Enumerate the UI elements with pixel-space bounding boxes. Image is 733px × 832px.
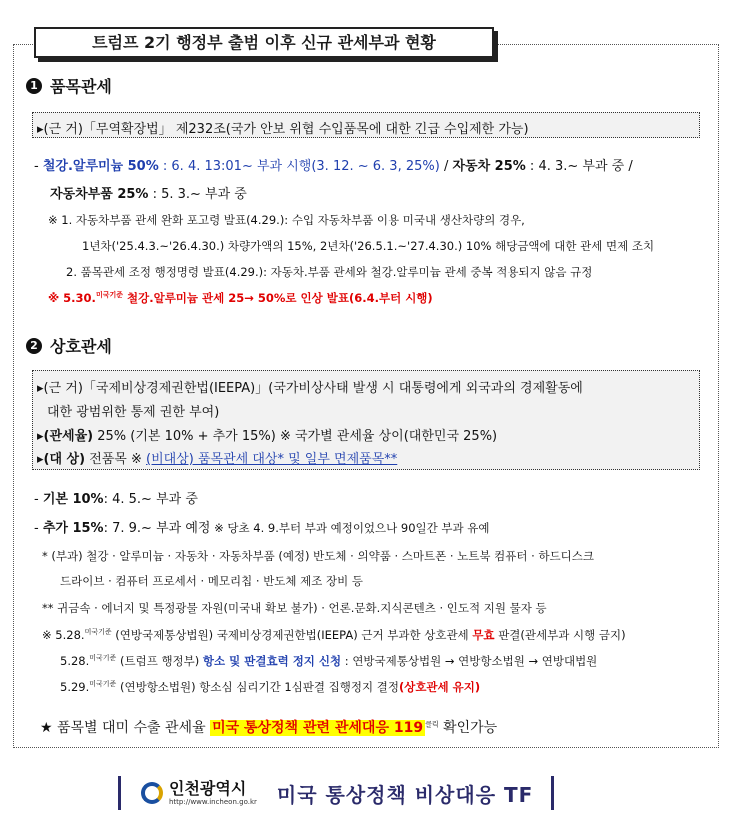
court-1-sup: 미국기준: [84, 628, 112, 637]
bottom-note: [40, 717, 497, 737]
footnote-1: * (부과) 철강 · 알루미늄 · 자동차 · 자동차부품 (예정) 반도체 · 의약품 · 스마트폰 · 노트북 컴퓨터 · 하드디스크: [42, 549, 594, 563]
auto-parts-line: [50, 183, 247, 202]
section-1-basis: ▸(근 거)「무역확장법」 제232조(국가 안보 위협 수입품목에 대한 긴급 수입제한 가능): [37, 122, 529, 137]
logo-url: http://www.incheon.go.kr: [169, 798, 257, 806]
section-2-heading: [26, 334, 112, 357]
court-line-3: [60, 679, 480, 695]
section-1-basis-box: [32, 112, 700, 138]
base-rate-detail: : 4. 5.~ 부과 중: [103, 492, 198, 507]
number-2-icon: 2: [26, 338, 42, 354]
court-1-invalid: 무효: [472, 628, 495, 642]
court-line-1: [42, 627, 626, 643]
dash: -: [34, 159, 43, 174]
court-1-date: ※ 5.28.: [42, 628, 85, 642]
base-rate: 기본 10%: [42, 492, 104, 507]
footnote-1b: 드라이브 · 컴퓨터 프로세서 · 메모리칩 · 반도체 제조 장비 등: [60, 574, 364, 588]
auto-detail: : 4. 3.~ 부과 중 /: [525, 159, 633, 174]
section-1-heading: [26, 74, 112, 97]
court-2-date: 5.28.: [60, 654, 90, 668]
court-2-text: (트럼프 행정부): [116, 654, 203, 668]
footer-bar-right: [551, 776, 554, 810]
section-2-basis-box: [32, 370, 700, 470]
section-1-title: 품목관세: [50, 77, 112, 96]
court-line-2: [60, 653, 597, 669]
court-3-maintain: (상호관세 유지): [398, 680, 481, 694]
base-rate-line: [34, 488, 198, 507]
auto-parts-rate: 자동차부품 25%: [50, 187, 149, 202]
court-3-date: 5.29.: [60, 680, 90, 694]
court-1-text: (연방국제통상법원) 국제비상경제권한법(IEEPA) 근거 부과한 상호관세: [111, 628, 473, 642]
target-line: [37, 448, 397, 467]
note-2: 2. 품목관세 조정 행정명령 발표(4.29.): 자동차.부품 관세와 철강.알루미늄 관세 중복 적용되지 않음 규정: [66, 265, 593, 279]
tariff-119-link[interactable]: 미국 통상정책 관련 관세대응 119: [212, 720, 424, 736]
auto-parts-detail: : 5. 3.~ 부과 중: [148, 187, 247, 202]
note-3-sup: 미국기준: [95, 291, 123, 300]
bottom-text-end: 확인가능: [438, 720, 498, 736]
note-1b: 1년차('25.4.3.~'26.4.30.) 차량가액의 15%, 2년차('26.5.1.~'27.4.30.) 10% 해당금액에 대한 관세 면제 조치: [82, 239, 655, 253]
auto-rate: 자동차 25%: [452, 159, 526, 174]
dash: -: [34, 492, 43, 507]
number-1-icon: 1: [26, 78, 42, 94]
tariff-rate-text: 25% (기본 10% + 추가 15%) ※ 국가별 관세율 상이(대한민국 25%): [93, 429, 498, 444]
ieepa-basis-cont: 대한 광범위한 통제 권한 부여): [47, 405, 220, 420]
target-label: ▸(대 상): [37, 452, 86, 467]
court-2-sup: 미국기준: [89, 654, 117, 663]
click-sup: 클릭: [425, 720, 439, 729]
note-3-text: 철강.알루미늄 관세 25→ 50%로 인상 발표(6.4.부터 시행): [123, 291, 433, 305]
court-3-sup: 미국기준: [89, 680, 117, 689]
extra-rate: 추가 15%: [42, 521, 104, 536]
page-title: 트럼프 2기 행정부 출범 이후 신규 관세부과 현황: [34, 27, 494, 58]
separator: /: [439, 159, 453, 174]
exempt-items-link[interactable]: (비대상) 품목관세 대상* 및 일부 면제품목**: [146, 452, 398, 467]
tariff-rate-label: ▸(관세율): [37, 429, 94, 444]
note-1: ※ 1. 자동차부품 관세 완화 포고령 발표(4.29.): 수입 자동차부품 이용 미국내 생산차량의 경우,: [48, 213, 525, 227]
court-2-text-b: : 연방국제통상법원 → 연방항소법원 → 연방대법원: [341, 654, 598, 668]
tf-title: 미국 통상정책 비상대응 TF: [276, 782, 534, 807]
steel-detail: : 6. 4. 13:01~ 부과 시행(3. 12. ~ 6. 3, 25%): [158, 159, 440, 174]
footnote-2: ** 귀금속 · 에너지 및 특정광물 자원(미국내 확보 불가) · 언론.문화.지식콘텐츠 · 인도적 지원 물자 등: [42, 601, 547, 615]
extra-rate-detail: : 7. 9.~ 부과 예정: [103, 521, 211, 536]
note-3: [48, 290, 433, 306]
ieepa-basis: ▸(근 거)「국제비상경제권한법(IEEPA)」(국가비상사태 발생 시 대통령에게 외국과의 경제활동에: [37, 381, 583, 396]
court-2-appeal: 항소 및 판결효력 정지 신청: [202, 654, 342, 668]
star-icon: ★: [40, 720, 53, 736]
section-2-title: 상호관세: [50, 337, 112, 356]
court-3-text: (연방항소법원) 항소심 심리기간 1심판결 집행정지 결정: [116, 680, 399, 694]
target-text: 전품목 ※: [85, 452, 147, 467]
tariff-rate-line: [37, 425, 497, 444]
logo-text: [169, 780, 257, 806]
incheon-logo: [141, 780, 257, 806]
extra-rate-note: ※ 당초 4. 9.부터 부과 예정이었으나 90일간 부과 유예: [210, 521, 490, 535]
footer: [118, 773, 618, 813]
incheon-logo-icon: [141, 782, 163, 804]
logo-name: 인천광역시: [169, 779, 247, 798]
bottom-text: 품목별 대미 수출 관세율: [52, 720, 211, 736]
note-3-date: ※ 5.30.: [48, 291, 96, 305]
court-1-text-b: 판결(관세부과 시행 금지): [494, 628, 626, 642]
steel-auto-line: [34, 155, 633, 174]
dash: -: [34, 521, 43, 536]
footer-bar-left: [118, 776, 121, 810]
steel-rate: 철강.알루미늄 50%: [42, 159, 159, 174]
extra-rate-line: [34, 517, 490, 536]
